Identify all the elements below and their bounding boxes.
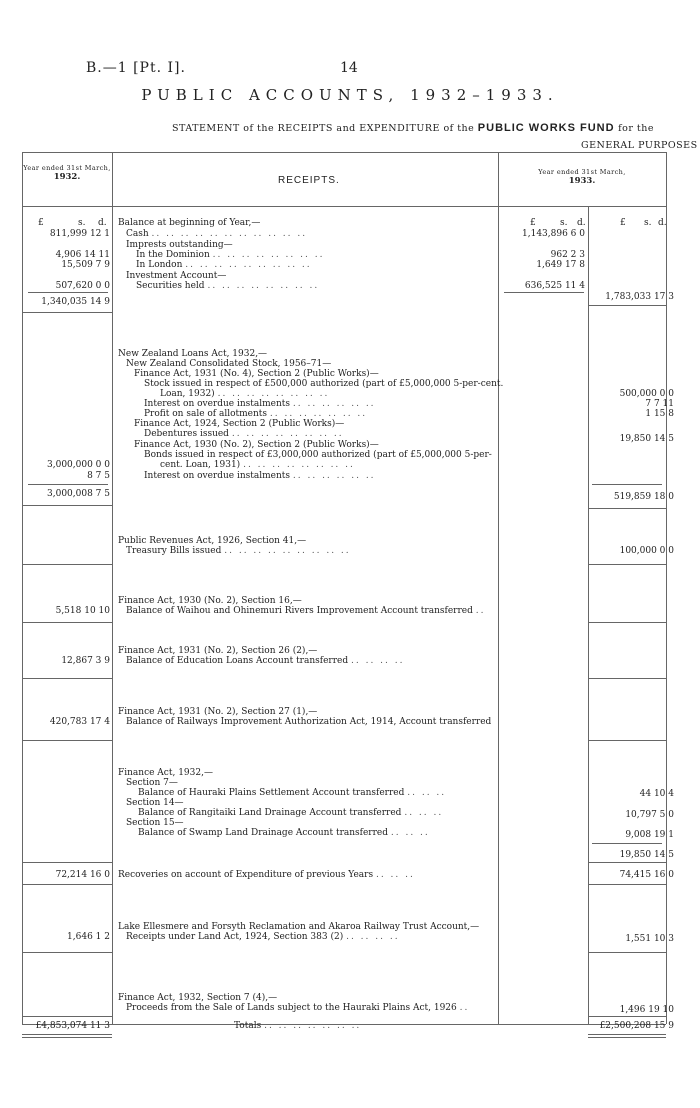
curr-ellesmere-rule — [588, 952, 666, 953]
ellesmere-line2-text: Receipts under Land Act, 1924, Section 383 (2) — [126, 932, 344, 942]
detail-unit-pounds: £ — [530, 218, 536, 228]
prev-education: 12,867 3 9 — [61, 656, 110, 666]
detail-balance-rule — [504, 292, 584, 293]
treasury-text: Treasury Bills issued — [126, 546, 222, 556]
totals-label: Totals .. .. .. .. .. .. .. — [234, 1021, 362, 1031]
imprests-label: Imprests outstanding— — [126, 240, 233, 250]
curr-education-rule — [588, 678, 666, 679]
curr-year-header — [498, 168, 666, 186]
prev-waihou: 5,518 10 10 — [55, 606, 110, 616]
bonds-line2-text: cent. Loan, 1931) — [160, 460, 241, 470]
fa1924-heading: Finance Act, 1924, Section 2 (Public Works)— — [134, 419, 345, 429]
curr-hauraki: 44 10 4 — [639, 789, 674, 799]
proceeds-text: Proceeds from the Sale of Lands subject to the Hauraki Plains Act, 1926 — [126, 1003, 457, 1013]
prev-waihou-rule — [22, 622, 112, 623]
table-header-rule — [22, 206, 666, 207]
bonds-line2: cent. Loan, 1931) .. .. .. .. .. .. .. .. — [160, 460, 355, 470]
document-title: PUBLIC ACCOUNTS, 1932–1933. — [141, 86, 559, 104]
london-label: In London .. .. .. .. .. .. .. .. .. — [136, 260, 312, 270]
waihou-text: Balance of Waihou and Ohinemuri Rivers Improvement Account transferred — [126, 606, 473, 616]
interest1-text: Interest on overdue instalments — [144, 399, 291, 409]
curr-railways-rule — [588, 740, 666, 741]
rangitaiki-label: Balance of Rangitaiki Land Drainage Account transferred .. .. .. — [138, 808, 444, 818]
curr-year-label: Year ended 31st March, — [538, 168, 626, 176]
page-reference: B.—1 [Pt. I]. — [86, 60, 186, 76]
prev-unit-shillings: s. — [78, 218, 86, 228]
receipts-header: RECEIPTS. — [278, 175, 340, 186]
ellesmere-line1: Lake Ellesmere and Forsyth Reclamation and Akaroa Railway Trust Account,— — [118, 922, 480, 932]
investment-label: Investment Account— — [126, 271, 227, 281]
securities-label: Securities held .. .. .. .. .. .. .. .. — [136, 281, 320, 291]
prev-loans-rule — [28, 484, 108, 485]
curr-balance-total-rule — [588, 305, 666, 306]
ellesmere-line2: Receipts under Land Act, 1924, Section 383 (2) .. .. .. .. — [126, 932, 400, 942]
curr-waihou-rule — [588, 622, 666, 623]
debentures-text: Debentures issued — [144, 429, 229, 439]
curr-proceeds: 1,496 19 10 — [619, 1005, 674, 1015]
table-top-rule — [22, 152, 666, 153]
curr-proceeds-rule — [588, 1016, 666, 1017]
fa1931s26-heading: Finance Act, 1931 (No. 2), Section 26 (2),— — [118, 646, 318, 656]
page-number: 14 — [340, 60, 358, 76]
prev-totals: £4,853,074 11 3 — [35, 1021, 110, 1031]
prev-year-label: Year ended 31st March, — [23, 164, 111, 172]
education-label: Balance of Education Loans Account transferred .. .. .. .. — [126, 656, 405, 666]
prev-pra-rule — [22, 564, 112, 565]
cash-label: Cash .. .. .. .. .. .. .. .. .. .. .. — [126, 229, 308, 239]
curr-swamp: 9,008 19 1 — [625, 830, 674, 840]
curr-treasury: 100,000 0 0 — [619, 546, 674, 556]
prev-railways: 420,783 17 4 — [49, 717, 110, 727]
statement-prefix: STATEMENT of the RECEIPTS and EXPENDITURE of the — [172, 123, 475, 134]
prev-balance-total-rule — [22, 312, 112, 313]
prev-dominion: 4,906 14 11 — [55, 250, 110, 260]
prev-cash: 811,999 12 1 — [49, 229, 110, 239]
swamp-label: Balance of Swamp Land Drainage Account transferred .. .. .. — [138, 828, 430, 838]
curr-profit: 1 15 8 — [645, 409, 674, 419]
recoveries-label: Recoveries on account of Expenditure of previous Years .. .. .. — [118, 870, 415, 880]
curr-unit-shillings: s. — [644, 218, 652, 228]
prev-ellesmere: 1,646 1 2 — [67, 932, 110, 942]
recoveries-text: Recoveries on account of Expenditure of previous Years — [118, 870, 374, 880]
prev-recoveries: 72,214 16 0 — [55, 870, 110, 880]
curr-loans-total-rule — [588, 508, 666, 509]
hauraki-label: Balance of Hauraki Plains Settlement Account transferred .. .. .. — [138, 788, 447, 798]
curr-recoveries: 74,415 16 0 — [619, 870, 674, 880]
curr-fa1932-rule — [592, 843, 662, 844]
s14-heading: Section 14— — [126, 798, 184, 808]
fa1930-heading: Finance Act, 1930 (No. 2), Section 2 (Public Works)— — [134, 440, 379, 450]
curr-pra-rule — [588, 564, 666, 565]
curr-recoveries-rule — [588, 884, 666, 885]
statement-fund: PUBLIC WORKS FUND — [477, 122, 615, 134]
debentures-label: Debentures issued .. .. .. .. .. .. .. .. — [144, 429, 344, 439]
curr-unit-pounds: £ — [620, 218, 626, 228]
curr-debentures: 19,850 14 5 — [619, 434, 674, 444]
prev-totals-double-rule-2 — [22, 1037, 112, 1038]
prev-year-header — [22, 164, 112, 182]
curr-loans-total: 519,859 18 0 — [613, 492, 674, 502]
fa1931-heading: Finance Act, 1931 (No. 4), Section 2 (Public Works)— — [134, 369, 379, 379]
detail-unit-shillings: s. — [560, 218, 568, 228]
curr-stock: 500,000 0 0 — [619, 389, 674, 399]
s15-heading: Section 15— — [126, 818, 184, 828]
curr-unit-pence: d. — [658, 218, 667, 228]
hauraki-text: Balance of Hauraki Plains Settlement Account transferred — [138, 788, 405, 798]
prev-recoveries-rule — [22, 884, 112, 885]
railways-label: Balance of Railways Improvement Authorization Act, 1914, Account transferred — [126, 717, 492, 727]
fa1930s16-heading: Finance Act, 1930 (No. 2), Section 16,— — [118, 596, 302, 606]
curr-year-value: 1933. — [568, 176, 596, 186]
prev-london: 15,509 7 9 — [61, 260, 110, 270]
profit-text: Profit on sale of allotments — [144, 409, 268, 419]
curr-ellesmere: 1,551 10 3 — [625, 934, 674, 944]
prev-loans-total-rule — [22, 505, 112, 506]
curr-rangitaiki: 10,797 5 0 — [625, 810, 674, 820]
curr-totals-double-rule-2 — [588, 1037, 666, 1038]
statement-suffix: for the — [618, 123, 654, 134]
curr-balance-total: 1,783,033 17 3 — [605, 292, 674, 302]
waihou-label: Balance of Waihou and Ohinemuri Rivers Improvement Account transferred .. — [126, 606, 486, 616]
proceeds-label: Proceeds from the Sale of Lands subject to the Hauraki Plains Act, 1926 .. — [126, 1003, 470, 1013]
interest2-text: Interest on overdue instalments — [144, 471, 291, 481]
stock-line2: Loan, 1932) .. .. .. .. .. .. .. .. — [160, 389, 330, 399]
prev-unit-pence: d. — [98, 218, 107, 228]
curr-loans-rule — [592, 484, 662, 485]
nzloans-heading: New Zealand Loans Act, 1932,— — [118, 349, 268, 359]
london-text: In London — [136, 260, 183, 270]
stock-line1: Stock issued in respect of £500,000 authorized (part of £5,000,000 5-per-cent. — [144, 379, 504, 389]
prev-loans-total: 3,000,008 7 5 — [47, 489, 110, 499]
prev-totals-double-rule-1 — [22, 1034, 112, 1035]
prev-education-rule — [22, 678, 112, 679]
curr-london: 1,649 17 8 — [536, 260, 585, 270]
fa1932s7-heading: Finance Act, 1932, Section 7 (4),— — [118, 993, 278, 1003]
cash-text: Cash — [126, 229, 149, 239]
curr-securities: 636,525 11 4 — [524, 281, 585, 291]
totals-text: Totals — [234, 1021, 262, 1031]
swamp-text: Balance of Swamp Land Drainage Account transferred — [138, 828, 389, 838]
rangitaiki-text: Balance of Rangitaiki Land Drainage Account transferred — [138, 808, 402, 818]
statement-subtitle — [172, 122, 654, 134]
s7-heading: Section 7— — [126, 778, 178, 788]
balance-heading: Balance at beginning of Year,— — [118, 218, 261, 228]
prev-unit-pounds: £ — [38, 218, 44, 228]
interest2-label: Interest on overdue instalments .. .. .. .. .. .. — [144, 471, 376, 481]
prev-ellesmere-rule — [22, 952, 112, 953]
stock-line2-text: Loan, 1932) — [160, 389, 215, 399]
prev-proceeds-rule — [22, 1016, 112, 1017]
curr-fa1932-total-rule — [588, 862, 666, 863]
col-divider-receipts — [498, 152, 499, 1024]
interest1-label: Interest on overdue instalments .. .. .. .. .. .. — [144, 399, 376, 409]
prev-year-value: 1932. — [53, 172, 81, 182]
dominion-text: In the Dominion — [136, 250, 210, 260]
curr-totals-double-rule-1 — [588, 1034, 666, 1035]
curr-fa1932-total: 19,850 14 5 — [619, 850, 674, 860]
securities-text: Securities held — [136, 281, 205, 291]
prev-balance-total: 1,340,035 14 9 — [41, 297, 110, 307]
prev-fa1932-rule — [22, 862, 112, 863]
col-divider-prev — [112, 152, 113, 1024]
fa1931s27-heading: Finance Act, 1931 (No. 2), Section 27 (1),— — [118, 707, 318, 717]
bonds-line1: Bonds issued in respect of £3,000,000 authorized (part of £5,000,000 5-per- — [144, 450, 492, 460]
profit-label: Profit on sale of allotments .. .. .. .. .. .. .. — [144, 409, 368, 419]
treasury-label: Treasury Bills issued .. .. .. .. .. .. .. .. .. — [126, 546, 351, 556]
nzcs-heading: New Zealand Consolidated Stock, 1956–71— — [126, 359, 332, 369]
detail-unit-pence: d. — [577, 218, 586, 228]
table-right-border — [666, 152, 667, 1024]
curr-dominion: 962 2 3 — [550, 250, 585, 260]
dominion-label: In the Dominion .. .. .. .. .. .. .. .. — [136, 250, 325, 260]
statement-subtitle-line2: GENERAL PURPOSES — [581, 140, 698, 151]
prev-balance-rule — [28, 292, 108, 293]
table-left-border — [22, 152, 23, 1024]
col-divider-detail — [588, 206, 589, 1024]
pra-heading: Public Revenues Act, 1926, Section 41,— — [118, 536, 307, 546]
prev-railways-rule — [22, 740, 112, 741]
curr-interest1: 7 7 11 — [645, 399, 674, 409]
education-text: Balance of Education Loans Account transferred — [126, 656, 349, 666]
prev-interest2: 8 7 5 — [87, 471, 110, 481]
curr-totals: £2,500,208 15 9 — [599, 1021, 674, 1031]
fa1932-heading: Finance Act, 1932,— — [118, 768, 213, 778]
prev-securities: 507,620 0 0 — [55, 281, 110, 291]
prev-bonds: 3,000,000 0 0 — [47, 460, 110, 470]
curr-cash: 1,143,896 6 0 — [522, 229, 585, 239]
